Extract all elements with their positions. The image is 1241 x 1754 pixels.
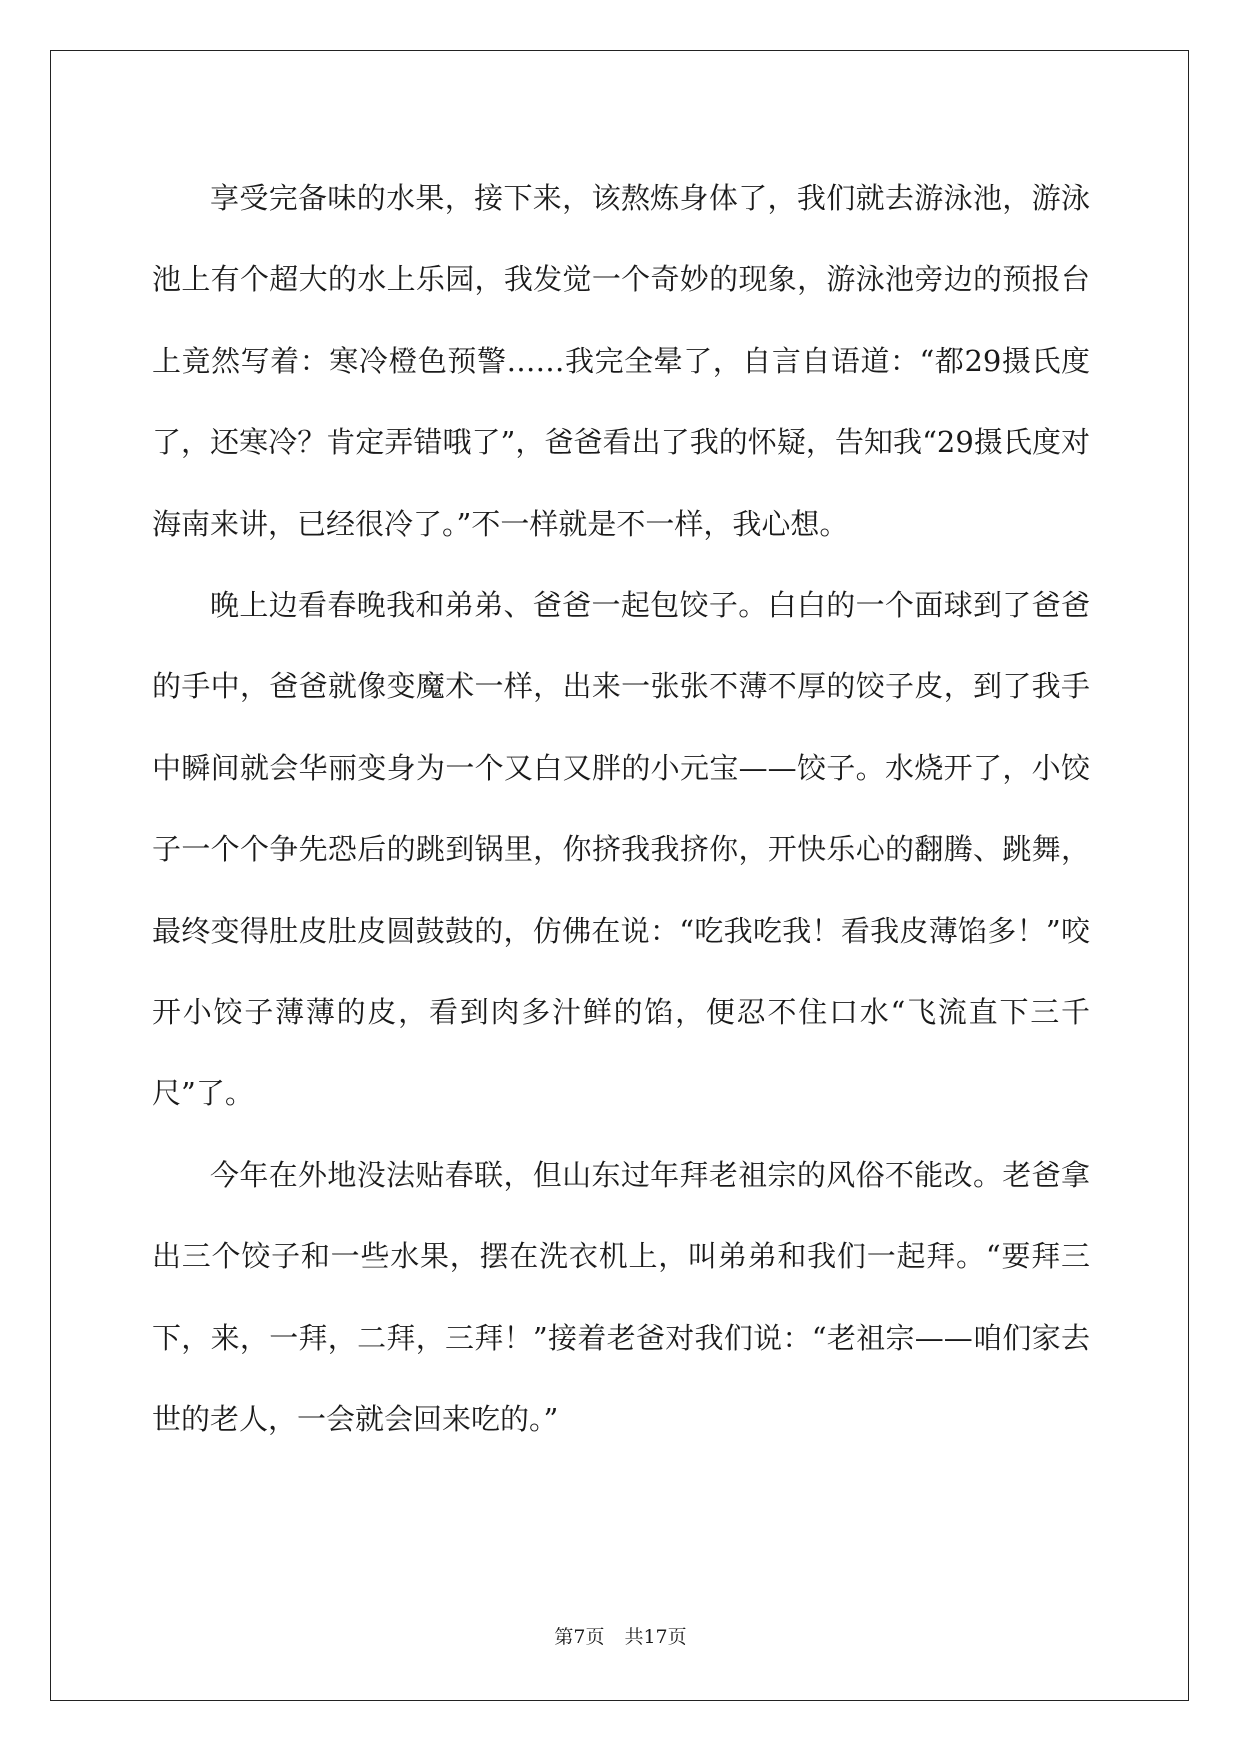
paragraph-1: 享受完备味的水果，接下来，该熬炼身体了，我们就去游泳池，游泳池上有个超大的水上乐园，我发觉一个奇妙的现象，游泳池旁边的预报台上竟然写着：寒冷橙色预警……我完全晕了，自言自语道：“都29摄氏度了，还寒冷？肯定弄错哦了”，爸爸看出了我的怀疑，告知我“29摄氏度对海南来讲，已经很冷了。”不一样就是不一样，我心想。 (152, 181, 1090, 541)
page-total: 共17页 (624, 1626, 687, 1648)
document-body (152, 158, 1090, 1461)
page-number: 第7页 (554, 1626, 605, 1648)
paragraph-3: 今年在外地没法贴春联，但山东过年拜老祖宗的风俗不能改。老爸拿出三个饺子和一些水果，摆在洗衣机上，叫弟弟和我们一起拜。“要拜三下，来，一拜，二拜，三拜！”接着老爸对我们说：“老祖宗——咱们家去世的老人，一会就会回来吃的。” (152, 1157, 1090, 1437)
page-footer (0, 1622, 1241, 1649)
paragraph-2: 晚上边看春晚我和弟弟、爸爸一起包饺子。白白的一个面球到了爸爸的手中，爸爸就像变魔术一样，出来一张张不薄不厚的饺子皮，到了我手中瞬间就会华丽变身为一个又白又胖的小元宝——饺子。水烧开了，小饺子一个个争先恐后的跳到锅里，你挤我我挤你，开快乐心的翻腾、跳舞，最终变得肚皮肚皮圆鼓鼓的，仿佛在说：“吃我吃我！看我皮薄馅多！”咬开小饺子薄薄的皮，看到肉多汁鲜的馅，便忍不住口水“飞流直下三千尺”了。 (152, 588, 1090, 1111)
